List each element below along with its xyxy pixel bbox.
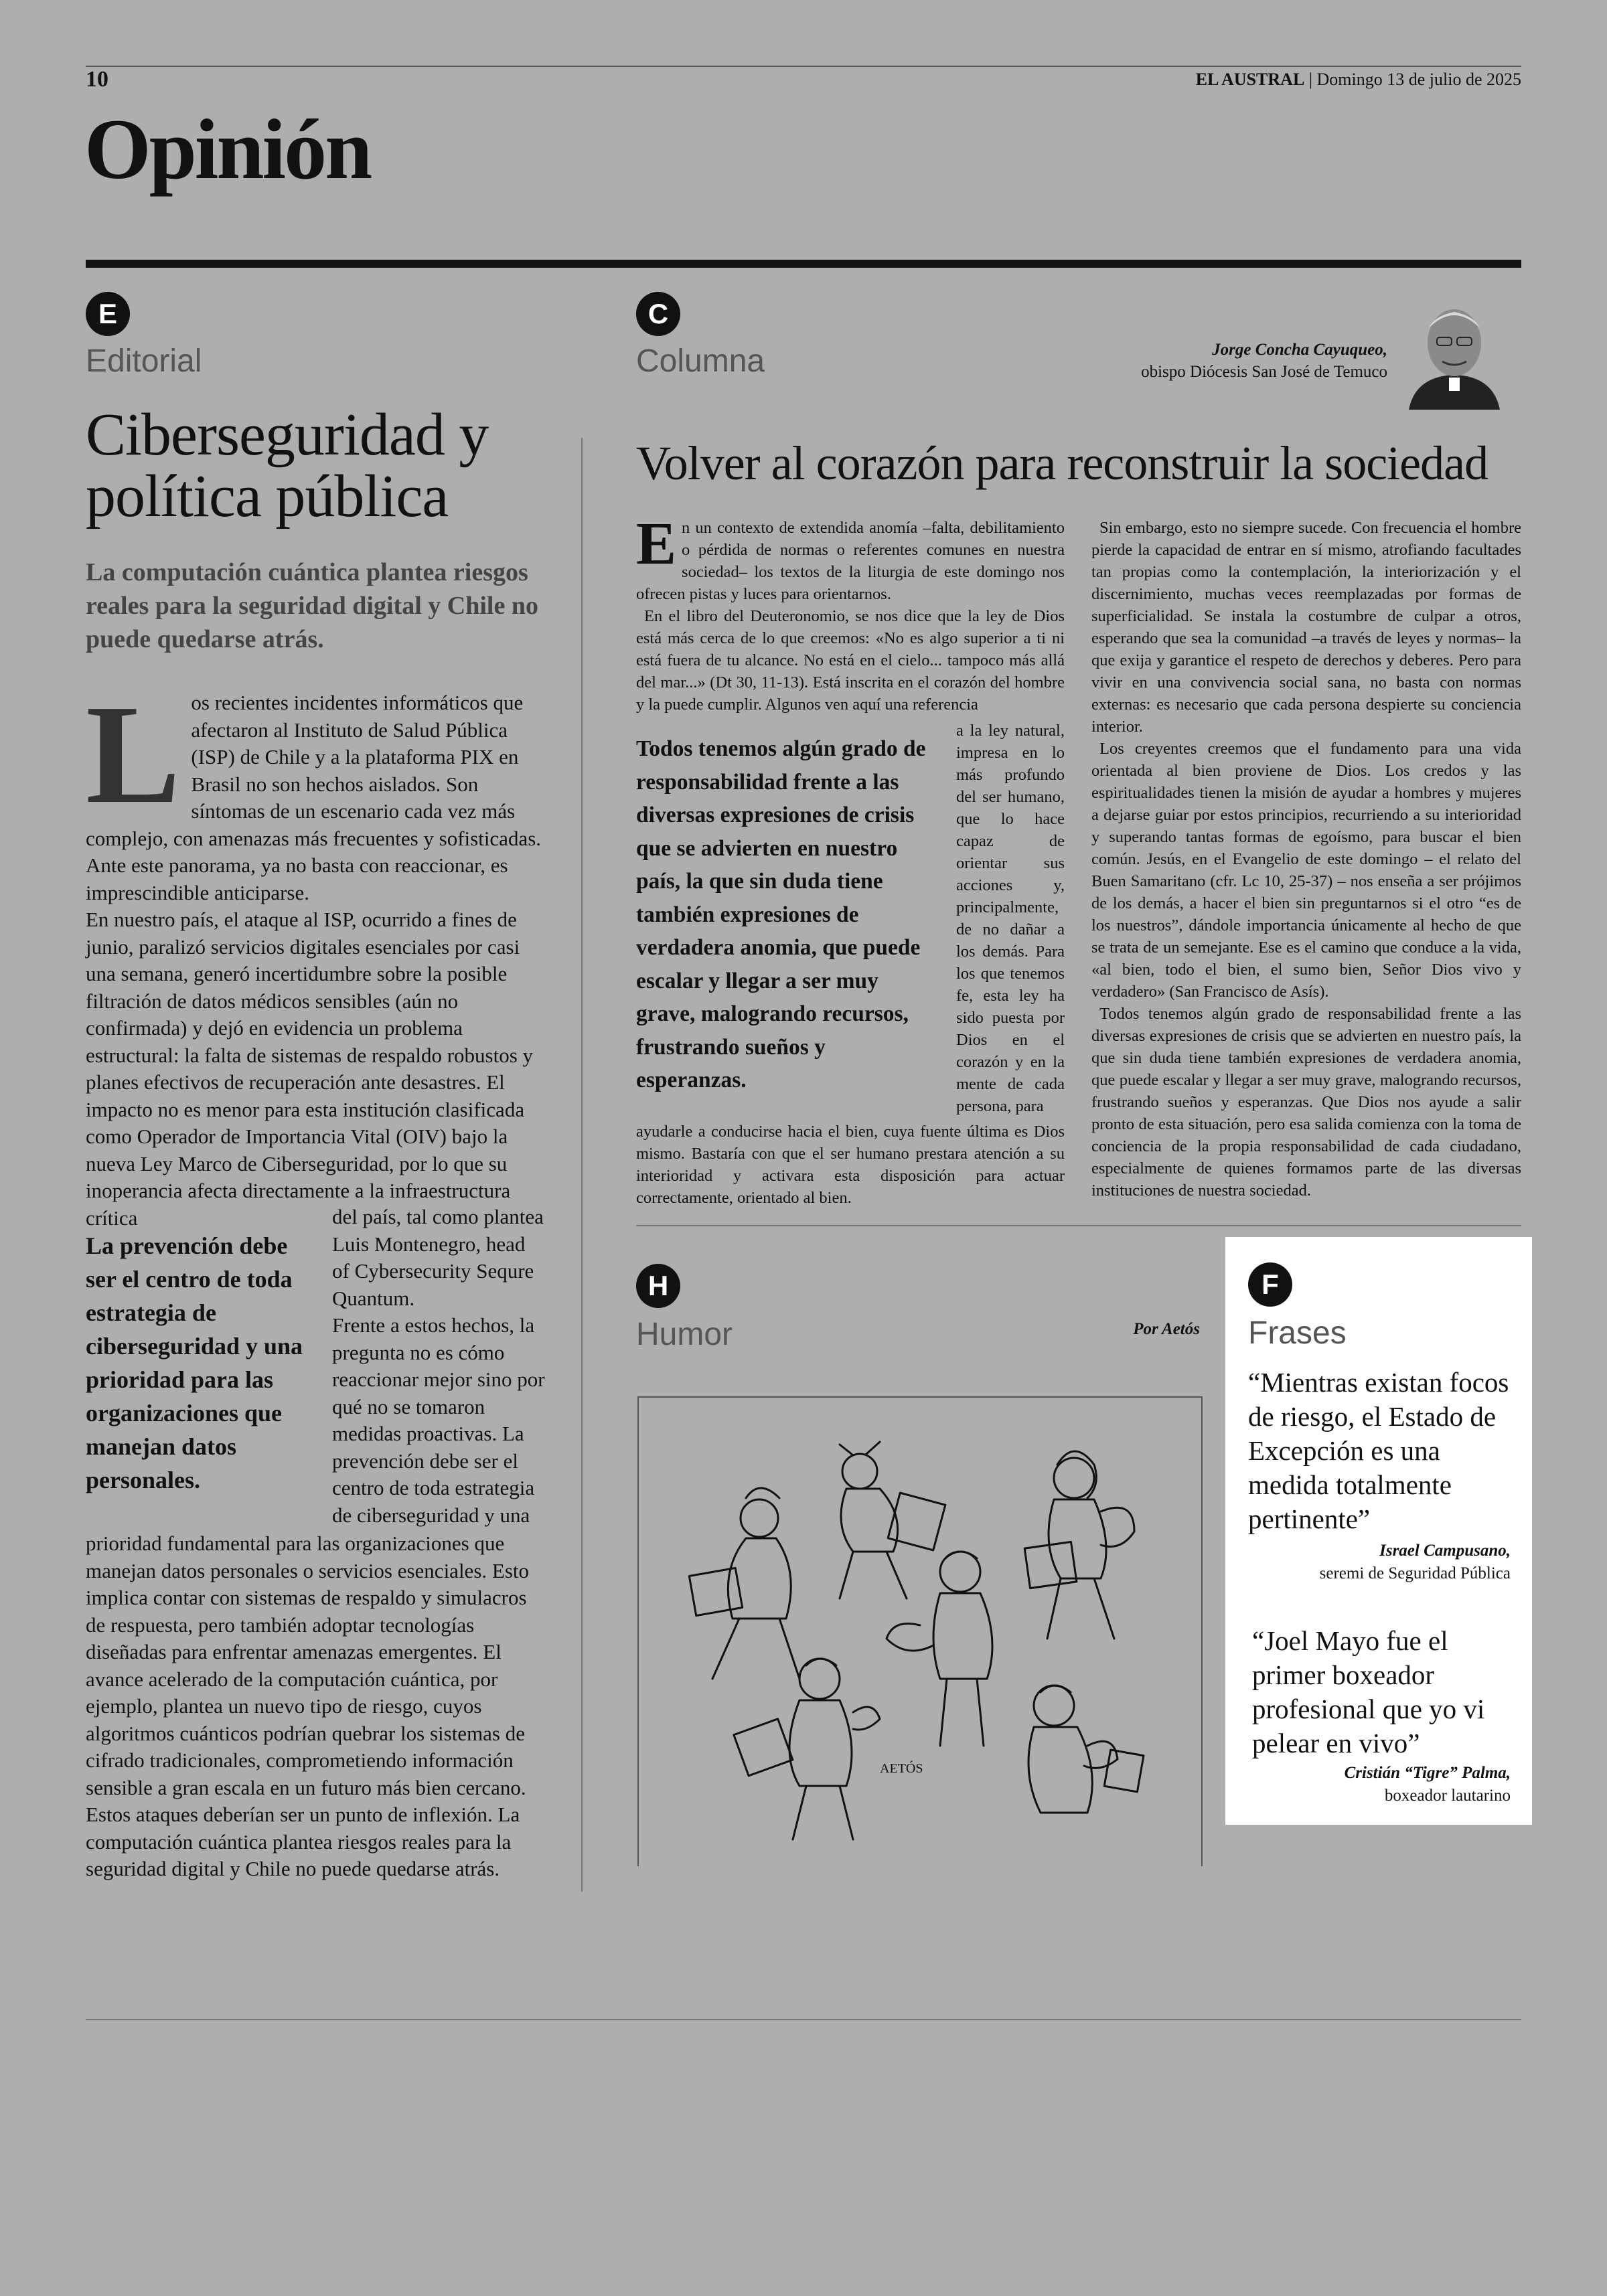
section-title: Opinión bbox=[84, 102, 371, 197]
columna-body-col2 bbox=[1091, 517, 1521, 1202]
quote-author-role: seremi de Seguridad Pública bbox=[1319, 1564, 1511, 1582]
cartoon-signature: AETÓS bbox=[880, 1761, 923, 1776]
column-paragraph: Los creyentes creemos que el fundamento para una vida orientada al bien proviene de Dios. Los credos y las espiritualidades tienen la misión de ayudar a hombres y mujeres a dejarse guiar por estos principios, recurriendo a su interioridad y superando tantas formas de egoísmo, para buscar el bien común. Jesús, en el Evangelio de este domingo – el relato del Buen Samaritano (cfr. Lc 10, 25-37) – nos enseña a ser prójimos de los demás, a hacer el bien sin preguntarnos si el otro “es de los nuestros”, dándole importancia únicamente al hecho de que se trata de un semejante. Ese es el camino que conduce a la vida, «al bien, todo el bien, el sumo bien, Señor Dios vivo y verdadero» (San Francisco de Asís). bbox=[1091, 740, 1521, 1001]
column-rule bbox=[581, 438, 583, 1892]
humor-credit: Por Aetós bbox=[1133, 1320, 1200, 1338]
humor-kicker: Humor bbox=[636, 1317, 733, 1352]
quote-author-name: Israel Campusano, bbox=[1379, 1542, 1511, 1560]
page-number: 10 bbox=[86, 67, 108, 92]
quote-author-name: Cristián “Tigre” Palma, bbox=[1344, 1764, 1511, 1782]
drop-cap: L bbox=[86, 675, 181, 833]
humor-cartoon bbox=[637, 1396, 1203, 1866]
masthead bbox=[1196, 70, 1521, 90]
column-paragraph: Todos tenemos algún grado de responsabilidad frente a las diversas expresiones de crisis que se advierten en nuestro país, la que sin duda tiene también expresiones de verdadera anomia, que puede escalar y llegar a ser muy grave, malogrando recursos, frustrando sueños y esperanzas. Que Dios nos ayude a salir pronto de esta situación, pero esa salida comienza con la toma de conciencia de la propia responsabilidad de cada ciudadano, especialmente de quienes formamos parte de las diversas instituciones de nuestra sociedad. bbox=[1091, 1005, 1521, 1200]
columna-badge: C bbox=[636, 292, 680, 336]
frases-box bbox=[1225, 1237, 1532, 1825]
editorial-kicker: Editorial bbox=[86, 343, 202, 379]
quote-1: “Mientras existan focos de riesgo, el Estado de Excepción es una medida totalmente pertinente” bbox=[1248, 1367, 1509, 1534]
columna-headline: Volver al corazón para reconstruir la sociedad bbox=[636, 436, 1488, 490]
top-rule bbox=[86, 66, 1521, 67]
headline-line: política pública bbox=[86, 463, 449, 529]
quote-1-author bbox=[1248, 1540, 1511, 1585]
editorial-paragraph: En nuestro país, el ataque al ISP, ocurrido a fines de junio, paralizó servicios digitales esenciales por casi una semana, generó incertidumbre sobre la posible filtración de datos médicos sensibles (aún no confirmada) y dejó en evidencia un problema estructural: la falta de sistemas de respaldo robustos y planes efectivos de recuperación ante desastres. El impacto no es menor para esta institución clasificada como Operador de Importancia Vital (OIV) bajo la nueva Ley Marco de Ciberseguridad, por lo que su inoperancia afecta directamente a la infraestructura crítica bbox=[86, 908, 534, 1230]
columna-bottom-rule bbox=[636, 1225, 1521, 1226]
column-paragraph: Sin embargo, esto no siempre sucede. Con frecuencia el hombre pierde la capacidad de entrar en sí mismo, atrofiando facultades tan propias como la contemplación, la interiorización y el discernimiento, muchas veces reemplazadas por formas de superficialidad. Se instala la costumbre de culpar a otros, esperando que sea la comunidad –a través de leyes y normas– la que exija y garantice el respeto de derechos y deberes. Pero para vivir en una convivencia social sana, no basta con normas externas: es necesario que cada persona despierte su conciencia interior. bbox=[1091, 519, 1521, 736]
frases-kicker: Frases bbox=[1248, 1315, 1347, 1351]
columna-body-bottom: ayudarle a conducirse hacia el bien, cuya fuente última es Dios mismo. Bastaría con que el ser humano prestara atención a su interioridad y activara esta disposición para actuar correctamente, orientado al bien. bbox=[636, 1123, 1065, 1207]
author-name: Jorge Concha Cayuqueo, bbox=[1212, 341, 1387, 359]
author-portrait bbox=[1402, 296, 1507, 410]
cartoon-drawing bbox=[639, 1398, 1199, 1866]
columna-author bbox=[978, 339, 1387, 383]
quote-2: “Joel Mayo fue el primer boxeador profesional que yo vi pelear en vivo” bbox=[1252, 1625, 1485, 1758]
editorial-paragraph: del país, tal como plantea Luis Montenegro, head of Cybersecurity Sequre Quantum. bbox=[332, 1205, 544, 1310]
newspaper-name: EL AUSTRAL bbox=[1195, 70, 1305, 89]
bottom-rule bbox=[86, 2019, 1521, 2020]
column-paragraph: En el libro del Deuteronomio, se nos dice que la ley de Dios está más cerca de lo que creemos: «No es algo superior a ti ni está fuera de tu alcance. No está en el cielo... tampoco más allá del mar...» (Dt 30, 11-13). Está inscrita en el corazón del hombre y la puede cumplir. Algunos ven aquí una referencia bbox=[636, 607, 1065, 714]
frases-badge: F bbox=[1248, 1262, 1292, 1307]
quote-author-role: boxeador lautarino bbox=[1384, 1787, 1511, 1805]
editorial-body bbox=[86, 675, 548, 1232]
editorial-pullquote: La prevención debe ser el centro de toda estrategia de ciberseguridad y una prioridad para las organizaciones que manejan datos personales. bbox=[86, 1232, 303, 1493]
quote-2-author bbox=[1248, 1762, 1511, 1807]
drop-cap: E bbox=[636, 511, 677, 577]
editorial-headline bbox=[86, 404, 581, 527]
editorial-side-column bbox=[332, 1204, 546, 1529]
issue-date: | Domingo 13 de julio de 2025 bbox=[1308, 70, 1521, 89]
section-divider bbox=[86, 260, 1521, 268]
paragraph-text: os recientes incidentes informáticos que afectaron al Instituto de Salud Pública (ISP) de Chile y a la plataforma PIX en Brasil no son hechos aislados. Son síntomas de un escenario cada vez más complejo, con amenazas más frecuentes y sofisticadas. Ante este panorama, ya no basta con reaccionar, es imprescindible anticiparse. bbox=[86, 691, 542, 904]
paragraph-text: n un contexto de extendida anomía –falta, debilitamiento o pérdida de normas o referentes comunes en nuestra sociedad– los textos de la liturgia de este domingo nos ofrecen pistas y luces para orientarnos. bbox=[636, 519, 1065, 603]
editorial-lead: La computación cuántica plantea riesgos reales para la seguridad digital y Chile no puede quedarse atrás. bbox=[86, 558, 538, 653]
columna-side-column: a la ley natural, impresa en lo más profundo del ser humano, que lo hace capaz de orientar sus acciones y, principalmente, de no dañar a los demás. Para los que tenemos fe, esta ley ha sido puesta por Dios en el corazón y en la mente de cada persona, para bbox=[956, 722, 1065, 1115]
editorial-body-bottom: prioridad fundamental para las organizaciones que manejan datos personales o servicios esenciales. Esto implica contar con sistemas de respaldo y simulacros de respuesta, pero también adoptar tecnologías diseñadas para enfrentar amenazas emergentes. El avance acelerado de la computación cuántica, por ejemplo, plantea un nuevo tipo de riesgo, cuyos algoritmos cuánticos podrían quebrar los sistemas de cifrado tradicionales, comprometiendo información sensible a gran escala en un futuro más bien cercano. Estos ataques deberían ser un punto de inflexión. La computación cuántica plantea riesgos reales para la seguridad digital y Chile no puede quedarse atrás. bbox=[86, 1532, 529, 1880]
editorial-paragraph bbox=[86, 675, 548, 906]
editorial-badge: E bbox=[86, 292, 130, 336]
author-role: obispo Diócesis San José de Temuco bbox=[1141, 363, 1387, 381]
columna-body-col1 bbox=[636, 511, 1065, 716]
columna-kicker: Columna bbox=[636, 343, 765, 379]
column-paragraph bbox=[636, 511, 1065, 605]
columna-pullquote: Todos tenemos algún grado de responsabilidad frente a las diversas expresiones de crisis que se advierten en nuestro país, la que sin duda tiene también expresiones de verdadera anomia, que puede escalar y llegar a ser muy grave, malogrando recursos, frustrando sueños y esperanzas. bbox=[636, 736, 926, 1092]
editorial-paragraph: Frente a estos hechos, la pregunta no es cómo reaccionar mejor sino por qué no se tomaron medidas proactivas. La prevención debe ser el centro de toda estrategia de ciberseguridad y una bbox=[332, 1313, 545, 1527]
headline-line: Ciberseguridad y bbox=[86, 402, 489, 468]
humor-badge: H bbox=[636, 1264, 680, 1308]
